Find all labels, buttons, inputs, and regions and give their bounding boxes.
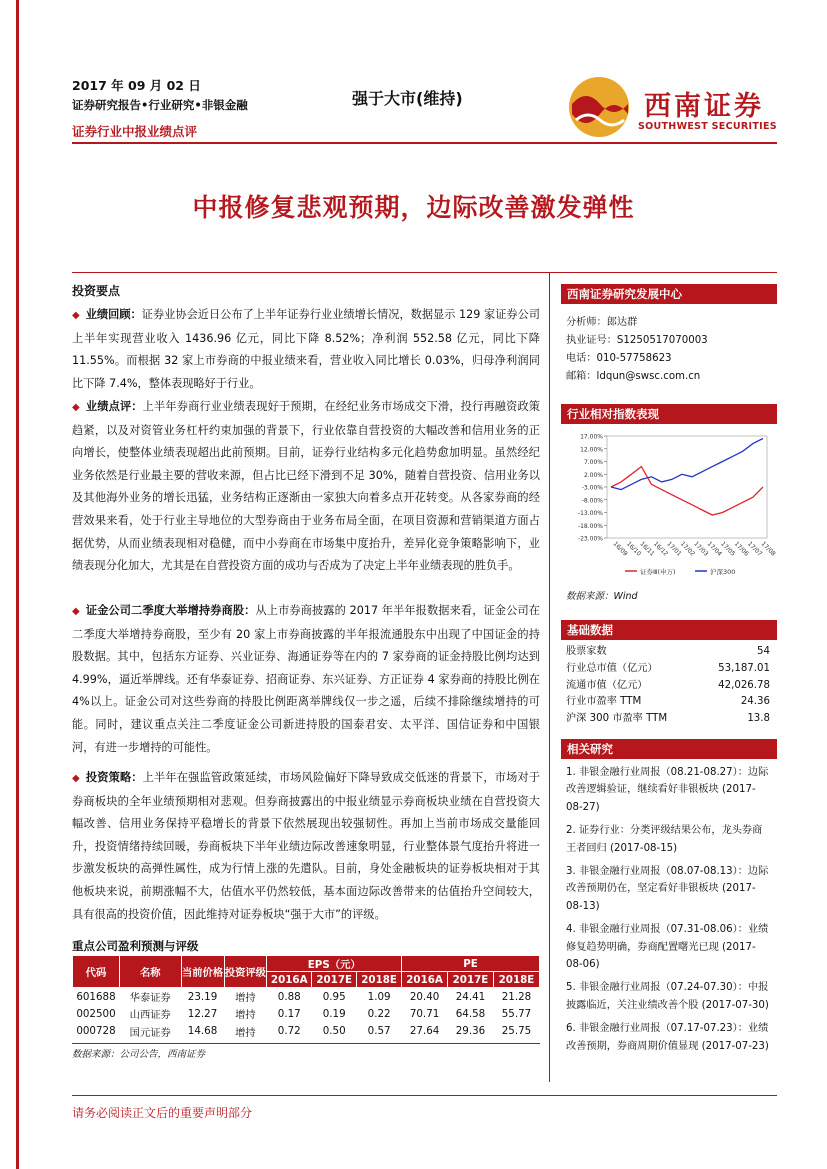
header-rule — [72, 142, 777, 144]
table-cell: 24.41 — [455, 990, 486, 1003]
x-tick-label: 17/02 — [678, 540, 697, 558]
table-cell: 64.58 — [455, 1007, 486, 1020]
table-cell: 增持 — [235, 1009, 256, 1022]
basic-data-key: 沪深 300 市盈率 TTM — [566, 713, 668, 725]
table-cell: 增持 — [235, 992, 256, 1004]
industry-rating: 强于大市(维持) — [352, 89, 463, 108]
table-cell: 0.17 — [277, 1007, 301, 1020]
table-cell: 70.71 — [409, 1007, 440, 1020]
table-cell: 27.64 — [409, 1025, 440, 1038]
table-cell: 0.95 — [322, 990, 346, 1003]
col-name: 名称 — [119, 956, 181, 988]
basic-data-bar: 基础数据 — [561, 620, 777, 640]
table-cell: 20.40 — [409, 990, 440, 1003]
col-year: 2018E — [493, 972, 539, 988]
col-pe: PE — [402, 956, 540, 972]
analyst-info — [566, 314, 708, 386]
southwest-logo-icon — [566, 74, 632, 140]
table-cell: 0.88 — [277, 990, 301, 1003]
table-cell: 国元证券 — [129, 1026, 171, 1039]
table-row — [73, 1005, 540, 1023]
forecast-table-title: 重点公司盈利预测与评级 — [72, 939, 199, 953]
table-row — [73, 988, 540, 1006]
research-center-bar: 西南证券研究发展中心 — [561, 284, 777, 304]
related-research-item[interactable]: 6. 非银金融行业周报（07.17-07.23）：业绩改善预期，券商周期价值显现 (2017-07-23) — [566, 1023, 769, 1052]
basic-data-row — [566, 644, 770, 661]
analyst-email: 邮箱：ldqun@swsc.com.cn — [566, 371, 701, 382]
paragraph-csf — [72, 600, 540, 759]
related-research-item[interactable]: 3. 非银金融行业周报（08.07-08.13）：边际改善预期仍在，坚定看好非银板块 (2017-08-13) — [566, 866, 769, 912]
table-cell: 1.09 — [367, 990, 391, 1003]
x-tick-label: 17/06 — [732, 540, 750, 558]
basic-data-row — [566, 711, 770, 728]
related-research-bar: 相关研究 — [561, 739, 777, 759]
paragraph-comment — [72, 396, 540, 578]
basic-data-value: 13.8 — [747, 713, 770, 725]
col-year: 2016A — [267, 972, 312, 988]
x-tick-label: 17/01 — [665, 540, 683, 558]
bullet-icon: ◆ — [72, 606, 80, 617]
section-title: 投资要点 — [72, 284, 121, 298]
y-tick-label: 7.00% — [583, 459, 603, 466]
table-cell: 0.22 — [367, 1007, 391, 1020]
paragraph-label: 业绩回顾： — [85, 308, 142, 321]
table-cell: 002500 — [76, 1007, 116, 1020]
analyst-phone: 电话：010-57758623 — [566, 353, 672, 364]
paragraph-text: 上半年券商行业业绩表现好于预期，在经纪业务市场成交下滑，投行再融资政策趋紧，以及对资管业务杠杆约束加强的背景下，行业依靠自营投资的大幅改善和信用业务的正向增长，使整体业绩表现超出此前预期。目前，证券行业结构多元化趋势愈加明显。虽然经纪业务依然是行业最主要的营收来源，但占比已经下滑到不足 30%，随着自营投资、信用业务以及其他海外业务的增长迅猛，业务结构正逐渐由一家独大向着多点开花转变。从各家券商的经营效果来看，处于行业主导地位的大型券商由于业务布局全面，在项目资源和营销渠道方面占据优势，从而业绩表现相对稳健，而中小券商在市场集中度抬升，差异化竞争策略影响下，业绩表现分化加大，尤其是在自营投资方面的成功与否成为了决定上半年业绩表现的胜负手。 — [72, 400, 540, 573]
y-tick-label: 2.00% — [583, 471, 603, 479]
footer-rule — [72, 1095, 777, 1096]
y-tick-label: -23.00% — [577, 535, 603, 543]
table-cell: 000728 — [76, 1025, 116, 1038]
x-tick-label: 17/03 — [692, 540, 710, 558]
basic-data-row — [566, 661, 770, 678]
footer-note: 请务必阅读正文后的重要声明部分 — [72, 1106, 253, 1120]
x-tick-label: 17/08 — [759, 540, 777, 558]
basic-data-key: 行业市盈率 TTM — [566, 696, 642, 708]
chart-source: 数据来源：Wind — [566, 591, 638, 602]
relative-index-chart — [561, 430, 777, 582]
logo-text-cn: 西南证券 — [644, 91, 764, 122]
paragraph-label: 证金公司二季度大举增持券商股： — [85, 604, 256, 617]
table-header-row — [73, 956, 540, 972]
table-cell: 14.68 — [187, 1025, 218, 1038]
y-tick-label: -3.00% — [581, 484, 603, 492]
table-cell: 601688 — [76, 990, 116, 1003]
table-cell: 25.75 — [501, 1025, 532, 1038]
table-cell: 21.28 — [501, 990, 532, 1003]
report-date: 2017 年 09 月 02 日 — [72, 78, 201, 93]
column-divider — [549, 272, 550, 1082]
table-cell: 0.72 — [277, 1025, 301, 1038]
bullet-icon: ◆ — [72, 310, 80, 321]
paragraph-label: 投资策略： — [85, 771, 143, 784]
table-cell: 华泰证券 — [129, 992, 171, 1004]
analyst-cert: 执业证号：S1250517070003 — [566, 335, 708, 346]
table-bottom-rule — [72, 1043, 540, 1044]
bullet-icon: ◆ — [72, 402, 80, 413]
bullet-icon: ◆ — [72, 773, 80, 784]
x-tick-label: 17/05 — [719, 540, 737, 558]
report-subtype: 证券行业中报业绩点评 — [72, 124, 198, 139]
table-cell: 山西证券 — [129, 1009, 171, 1022]
related-research-item[interactable]: 4. 非银金融行业周报（07.31-08.06）：业绩修复趋势明确，券商配置曙光已现 (2017-08-06) — [566, 924, 769, 971]
x-tick-label: 16/09 — [611, 540, 629, 558]
y-tick-label: -18.00% — [577, 522, 603, 530]
basic-data-key: 行业总市值（亿元） — [566, 662, 658, 674]
table-cell: 0.57 — [367, 1025, 391, 1038]
related-research-item[interactable]: 1. 非银金融行业周报（08.21-08.27）：边际改善逻辑验证，继续看好非银板块 (2017-08-27) — [566, 767, 769, 813]
basic-data-value: 53,187.01 — [718, 662, 770, 674]
basic-data-row — [566, 694, 770, 711]
series-line-hs300 — [611, 439, 763, 490]
related-research-item[interactable]: 5. 非银金融行业周报（07.24-07.30）：中报披露临近，关注业绩改善个股 (2017-07-30) — [566, 982, 769, 1011]
index-chart-bar: 行业相对指数表现 — [561, 404, 777, 424]
body-top-rule — [72, 272, 777, 273]
col-rating: 投资评级 — [224, 956, 267, 988]
col-price: 当前价格 — [181, 956, 224, 988]
table-cell: 23.19 — [187, 990, 218, 1003]
x-tick-label: 17/07 — [746, 540, 764, 558]
basic-data-key: 股票家数 — [566, 646, 607, 657]
col-year: 2016A — [402, 972, 448, 988]
x-tick-label: 16/10 — [625, 540, 643, 558]
table-cell: 12.27 — [187, 1007, 218, 1020]
report-type: 证券研究报告•行业研究•非银金融 — [72, 98, 248, 112]
legend-label: 证券Ⅲ(申万) — [640, 568, 676, 576]
col-code: 代码 — [73, 956, 120, 988]
paragraph-text: 上半年在强监管政策延续，市场风险偏好下降导致成交低迷的背景下，市场对于券商板块的全年业绩预期相对悲观。但券商披露出的中报业绩显示券商板块业绩在自营投资大幅改善、信用业务保持平稳增长的背景下依然展现出较强韧性。再加上当前市场成交量能回升，投资情绪持续回暖，券商板块下半年业绩边际改善速象明显，行业整体景气度抬升将进一步激发板块的高弹性属性，成为行情上涨的先遣队。目前，身处金融板块的证券板块相对于其他板块来说，前期涨幅不大，估值水平仍然较低，基本面边际改善带来的估值抬升空间较大，具有很高的投资价值，因此维持对证券板块“强于大市”的评级。 — [72, 771, 540, 921]
series-line-securities — [611, 467, 763, 515]
table-source: 数据来源：公司公告，西南证券 — [72, 1049, 206, 1060]
table-row — [73, 1023, 540, 1041]
page-title: 中报修复悲观预期，边际改善激发弹性 — [192, 193, 635, 222]
forecast-table — [72, 955, 540, 1040]
y-tick-label: -13.00% — [577, 510, 603, 517]
paragraph-review — [72, 304, 540, 395]
col-year: 2017E — [448, 972, 494, 988]
table-cell: 增持 — [235, 1026, 256, 1039]
x-tick-label: 17/04 — [705, 540, 723, 558]
y-tick-label: 12.00% — [580, 446, 603, 454]
related-research-item[interactable]: 2. 证券行业：分类评级结果公布，龙头券商王者回归 (2017-08-15) — [566, 825, 763, 854]
x-tick-label: 16/11 — [638, 540, 656, 558]
col-year: 2017E — [312, 972, 357, 988]
y-tick-label: 17.00% — [580, 433, 603, 441]
table-cell: 29.36 — [455, 1025, 486, 1038]
table-cell: 55.77 — [501, 1007, 532, 1020]
legend-label: 沪深300 — [710, 568, 736, 576]
paragraph-strategy — [72, 767, 540, 926]
paragraph-text: 证券业协会近日公布了上半年证券行业业绩增长情况，数据显示 129 家证券公司上半年实现营业收入 1436.96 亿元，同比下降 8.52%；净利润 552.58 亿元，同比下降 11.55%。而根据 32 家上市券商的中报业绩来看，营业收入同比增长 0.03%，归母净利润同比下降 7.4%，整体表现略好于行业。 — [72, 308, 540, 390]
related-research-list — [566, 764, 772, 1061]
basic-data-value: 24.36 — [740, 696, 770, 708]
paragraph-text: 从上市券商披露的 2017 年半年报数据来看，证金公司在二季度大举增持券商股，至少有 20 家上市券商披露的半年报流通股东中出现了中国证金的持股数据。其中，包括东方证券、兴业证券、海通证券等在内的 7 家券商的证金持股比例均达到 4.99%，逼近举牌线。还有华泰证券、招商证券、东兴证券、方正证券 4 家券商的持股比例在 4%以上。证金公司对这些券商的持股比例距离举牌线仅一步之遥，后续不排除继续增持的可能。同时，建议重点关注二季度证金公司新进持股的国泰君安、太平洋、国信证券和中国银河，有进一步增持的可能性。 — [72, 604, 540, 754]
basic-data-key: 流通市值（亿元） — [566, 679, 648, 691]
y-tick-label: -8.00% — [581, 497, 603, 505]
logo-text-en: SOUTHWEST SECURITIES — [638, 121, 777, 132]
col-year: 2018E — [357, 972, 402, 988]
paragraph-label: 业绩点评： — [85, 400, 143, 413]
basic-data-list — [566, 644, 770, 728]
basic-data-row — [566, 678, 770, 695]
left-rule — [16, 0, 19, 1169]
x-tick-label: 16/12 — [651, 540, 670, 558]
table-cell: 0.19 — [322, 1007, 346, 1020]
table-cell: 0.50 — [322, 1025, 346, 1038]
analyst-name: 分析师：郎达群 — [566, 317, 638, 328]
col-eps: EPS（元） — [267, 956, 402, 972]
basic-data-value: 54 — [757, 646, 770, 657]
basic-data-value: 42,026.78 — [718, 679, 770, 691]
